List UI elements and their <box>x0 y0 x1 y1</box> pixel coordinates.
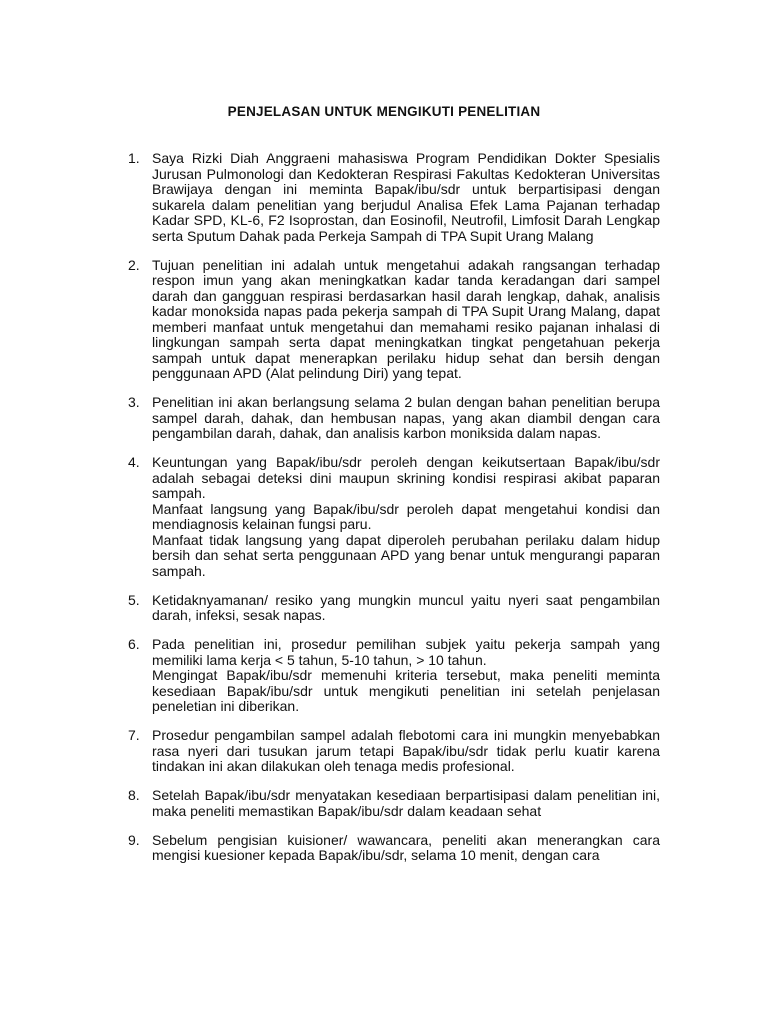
list-item-1 <box>128 151 660 244</box>
list-item-number: 7. <box>128 727 140 743</box>
list-item-3 <box>128 395 660 442</box>
list-item-number: 5. <box>128 591 140 608</box>
list-item-paragraph: Pada penelitian ini, prosedur pemilihan subjek yaitu pekerja sampah yang memiliki lama kerja < 5 tahun, 5-10 tahun, > 10 tahun. <box>152 636 660 668</box>
list-item-number: 4. <box>128 454 140 470</box>
list-item-number: 1. <box>128 150 140 166</box>
list-item-paragraph: Tujuan penelitian ini adalah untuk mengetahui adakah rangsangan terhadap respon imun yang akan meningkatkan kadar tanda keradangan dari sampel darah dan gangguan respirasi berdasarkan hasil darah lengkap, dahak, analisis kadar monoksida napas pada pekerja sampah di TPA Supit Urang Malang, dapat memberi manfaat untuk mengetahui dan memahami resiko pajanan inhalasi di lingkungan sampah serta dapat meningkatkan tingkat pengetahuan pekerja sampah untuk dapat menerapkan perilaku hidup sehat dan bersih dengan penggunaan APD (Alat pelindung Diri) yang tepat. <box>152 256 660 381</box>
list-item-paragraph: Mengingat Bapak/ibu/sdr memenuhi kriteria tersebut, maka peneliti meminta kesediaan Bapak/ibu/sdr untuk mengikuti penelitian ini setelah penjelasan peneletian ini diberikan. <box>152 667 660 714</box>
list-item-paragraph: Prosedur pengambilan sampel adalah flebotomi cara ini mungkin menyebabkan rasa nyeri dari tusukan jarum tetapi Bapak/ibu/sdr tidak perlu kuatir karena tindakan ini akan dilakukan oleh tenaga medis profesional. <box>152 727 660 774</box>
list-item-4 <box>128 455 660 579</box>
list-item-paragraph: Manfaat langsung yang Bapak/ibu/sdr peroleh dapat mengetahui kondisi dan mendiagnosis kelainan fungsi paru. <box>152 500 660 532</box>
document-title: PENJELASAN UNTUK MENGIKUTI PENELITIAN <box>227 104 541 119</box>
list-item-9 <box>128 833 660 864</box>
list-item-paragraph: Sebelum pengisian kuisioner/ wawancara, peneliti akan menerangkan cara mengisi kuesioner kepada Bapak/ibu/sdr, selama 10 menit, dengan cara <box>152 831 660 863</box>
list-item-8 <box>128 788 660 819</box>
list-item-2 <box>128 258 660 382</box>
list-item-paragraph: Keuntungan yang Bapak/ibu/sdr peroleh dengan keikutsertaan Bapak/ibu/sdr adalah sebagai deteksi dini maupun skrining kondisi respirasi akibat paparan sampah. <box>152 454 660 501</box>
list-item-paragraph: Penelitian ini akan berlangsung selama 2 bulan dengan bahan penelitian berupa sampel darah, dahak, dan hembusan napas, yang akan diambil dengan cara pengambilan darah, dahak, dan analisis karbon moniksida dalam napas. <box>152 394 660 441</box>
list-item-number: 2. <box>128 256 140 273</box>
list-item-number: 6. <box>128 636 140 652</box>
list-item-paragraph: Manfaat tidak langsung yang dapat diperoleh perubahan perilaku dalam hidup bersih dan sehat serta penggunaan APD yang benar untuk mengurangi paparan sampah. <box>152 531 660 579</box>
list-item-6 <box>128 637 660 715</box>
list-item-number: 9. <box>128 831 140 848</box>
list-item-5 <box>128 593 660 624</box>
list-item-paragraph: Ketidaknyamanan/ resiko yang mungkin muncul yaitu nyeri saat pengambilan darah, infeksi, sesak napas. <box>152 591 660 623</box>
list-item-number: 8. <box>128 787 140 803</box>
list-item-7 <box>128 728 660 775</box>
list-item-number: 3. <box>128 394 140 410</box>
numbered-list <box>128 151 660 877</box>
list-item-paragraph: Setelah Bapak/ibu/sdr menyatakan kesediaan berpartisipasi dalam penelitian ini, maka peneliti memastikan Bapak/ibu/sdr dalam keadaan sehat <box>152 787 660 819</box>
list-item-paragraph: Saya Rizki Diah Anggraeni mahasiswa Program Pendidikan Dokter Spesialis Jurusan Pulmonologi dan Kedokteran Respirasi Fakultas Kedokteran Universitas Brawijaya dengan ini meminta Bapak/ibu/sdr untuk berpartisipasi dengan sukarela dalam penelitian yang berjudul Analisa Efek Lama Pajanan terhadap Kadar SPD, KL-6, F2 Isoprostan, dan Eosinofil, Neutrofil, Limfosit Darah Lengkap serta Sputum Dahak pada Perkeja Sampah di TPA Supit Urang Malang <box>152 150 660 244</box>
